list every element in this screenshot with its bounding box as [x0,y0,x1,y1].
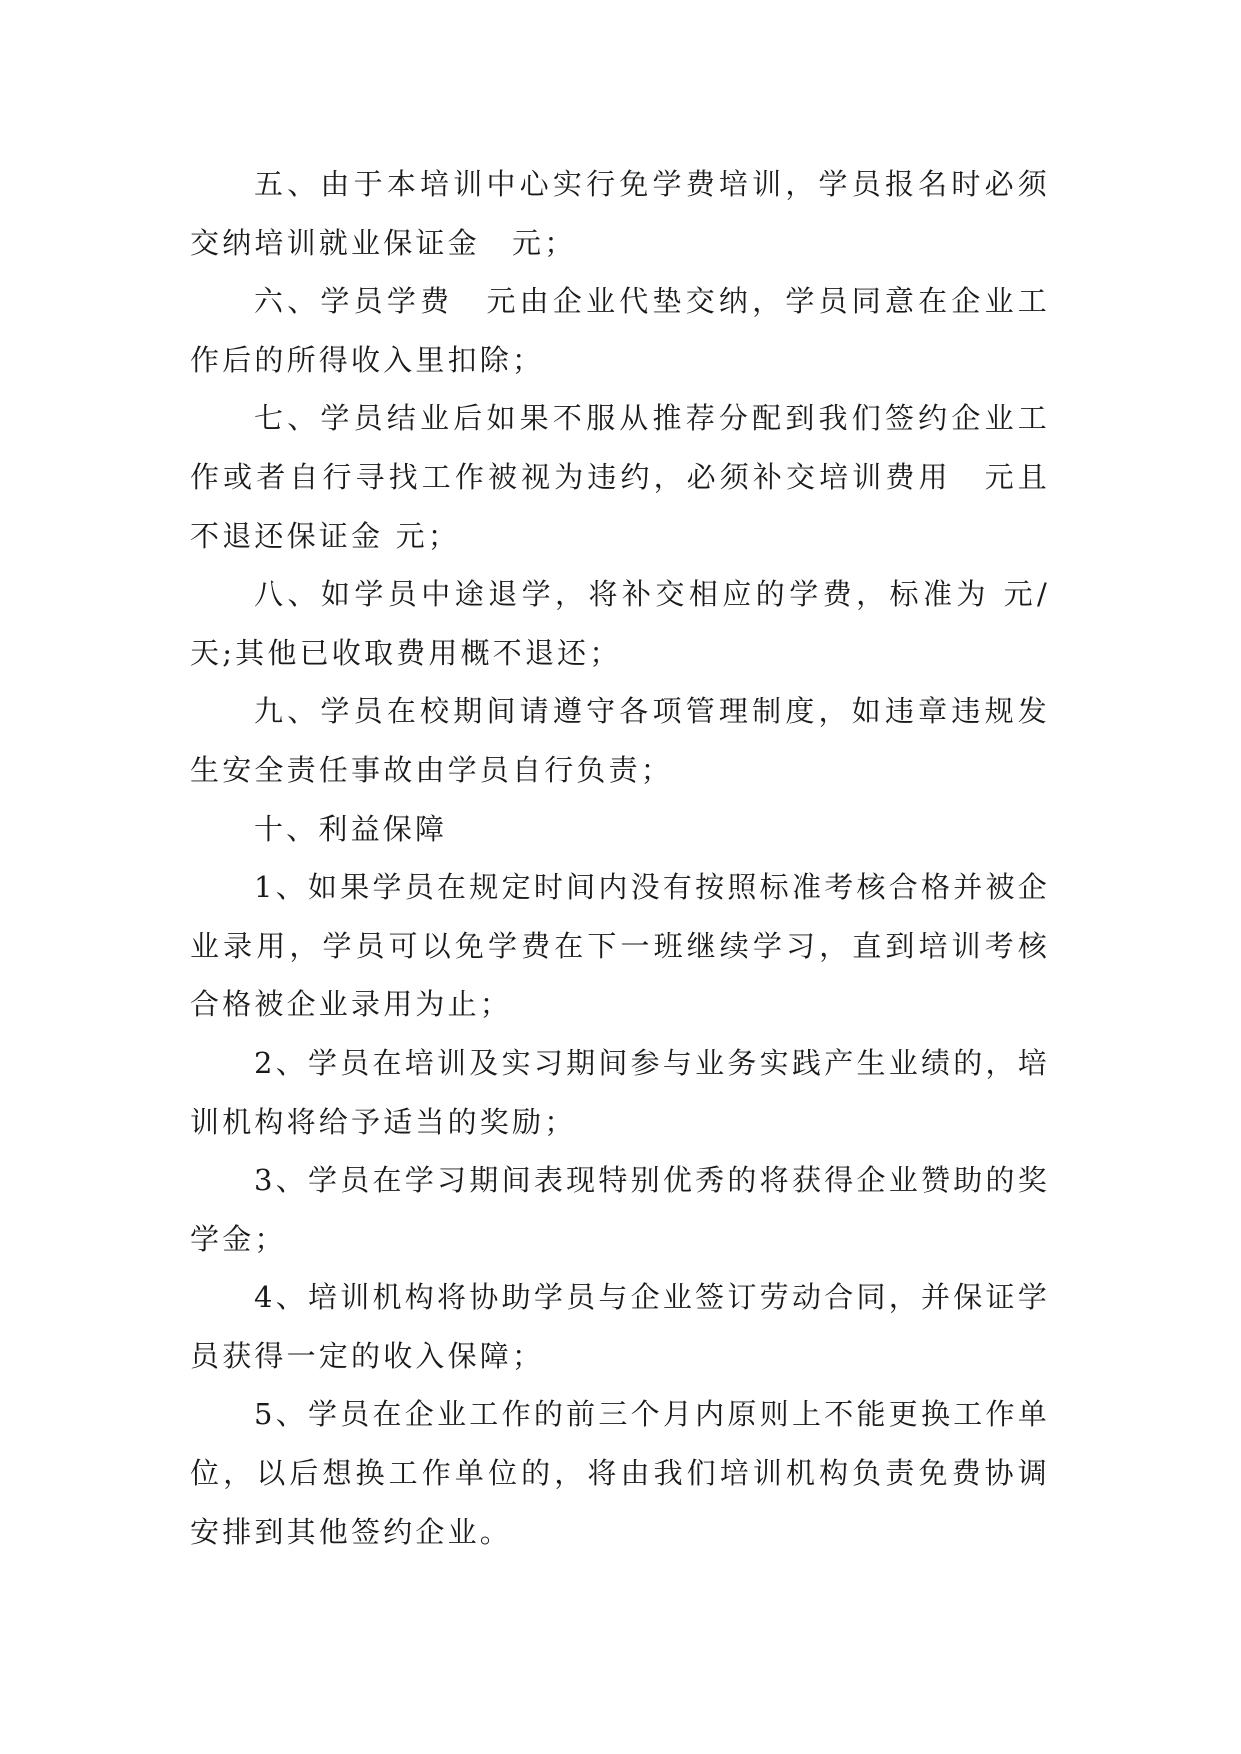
benefit-item-5: 5、学员在企业工作的前三个月内原则上不能更换工作单位，以后想换工作单位的，将由我们培训机构负责免费协调安排到其他签约企业。 [190,1397,1050,1549]
benefit-item-2: 2、学员在培训及实习期间参与业务实践产生业绩的，培训机构将给予适当的奖励； [190,1045,1050,1139]
clause-6-paragraph: 六、学员学费 元由企业代垫交纳，学员同意在企业工作后的所得收入里扣除； [190,284,1050,377]
clause-7-paragraph: 七、学员结业后如果不服从推荐分配到我们签约企业工作或者自行寻找工作被视为违约，必须补交培训费用 元且不退还保证金 元； [190,401,1050,553]
clause-9-paragraph: 九、学员在校期间请遵守各项管理制度，如违章违规发生安全责任事故由学员自行负责； [190,694,1050,787]
benefit-item-1: 1、如果学员在规定时间内没有按照标准考核合格并被企业录用，学员可以免学费在下一班继续学习，直到培训考核合格被企业录用为止； [190,870,1050,1022]
benefit-item-3: 3、学员在学习期间表现特别优秀的将获得企业赞助的奖学金； [190,1163,1050,1256]
clause-8-paragraph: 八、如学员中途退学，将补交相应的学费，标准为 元/天;其他已收取费用概不退还； [190,577,1050,670]
clause-10-heading: 十、利益保障 [254,811,448,846]
clause-5-paragraph: 五、由于本培训中心实行免学费培训，学员报名时必须交纳培训就业保证金 元； [190,167,1050,260]
document-page [190,155,1050,1561]
benefit-item-4: 4、培训机构将协助学员与企业签订劳动合同，并保证学员获得一定的收入保障； [190,1280,1050,1373]
